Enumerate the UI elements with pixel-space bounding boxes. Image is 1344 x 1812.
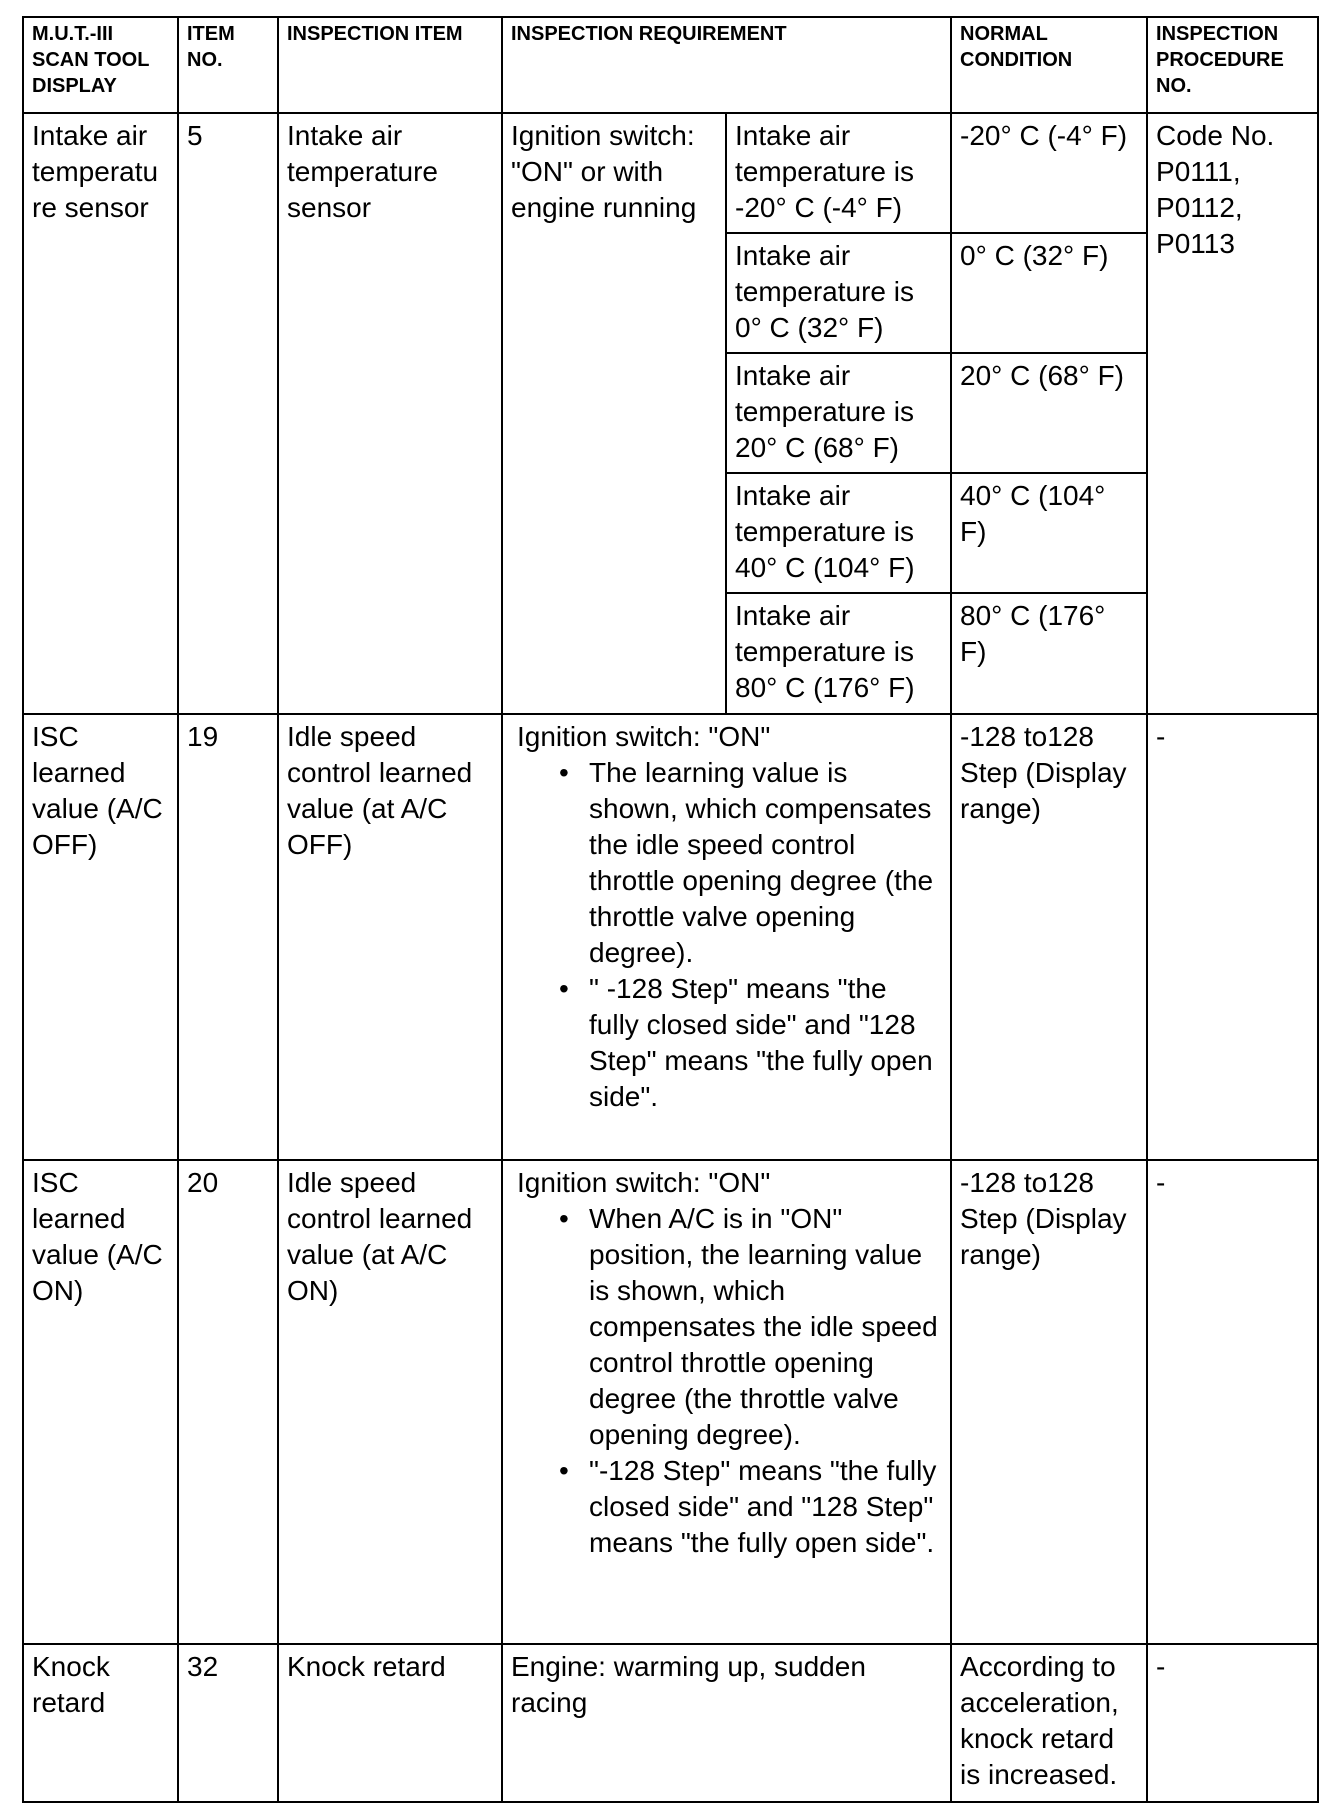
cell-display: Intake air temperatu re sensor [23,113,178,714]
cell-requirement [502,714,951,1160]
requirement-bullets [517,755,942,1115]
cell-inspection-item: Intake air temperature sensor [278,113,502,714]
header-inspection-requirement: INSPECTION REQUIREMENT [502,17,951,113]
cell-requirement: Ignition switch: "ON" or with engine running [502,113,726,714]
inspection-table [22,16,1319,1803]
cell-item-no: 20 [178,1160,278,1644]
table-row [23,113,1318,233]
header-row [23,17,1318,113]
cell-normal-condition: According to acceleration, knock retard is increased. [951,1644,1147,1802]
cell-procedure: - [1147,1160,1318,1644]
list-item: • When A/C is in "ON" position, the learning value is shown, which compensates the idle speed control throttle opening degree (the throttle valve opening degree). [589,1201,942,1453]
cell-procedure: - [1147,714,1318,1160]
cell-normal-condition: 20° C (68° F) [951,353,1147,473]
table-row [23,1644,1318,1802]
cell-display: ISC learned value (A/C OFF) [23,714,178,1160]
inspection-table-document [22,16,1319,1803]
cell-normal-condition: 0° C (32° F) [951,233,1147,353]
cell-requirement: Engine: warming up, sudden racing [502,1644,951,1802]
table-row [23,714,1318,1160]
table-row [23,1160,1318,1644]
cell-inspection-item: Idle speed control learned value (at A/C ON) [278,1160,502,1644]
cell-inspection-item: Idle speed control learned value (at A/C OFF) [278,714,502,1160]
cell-normal-condition: 80° C (176° F) [951,593,1147,714]
requirement-bullets [517,1201,942,1561]
cell-sub-requirement: Intake air temperature is 80° C (176° F) [726,593,951,714]
cell-sub-requirement: Intake air temperature is 20° C (68° F) [726,353,951,473]
header-normal-condition: NORMAL CONDITION [951,17,1147,113]
cell-normal-condition: -128 to128 Step (Display range) [951,1160,1147,1644]
header-procedure-no: INSPECTION PROCEDURE NO. [1147,17,1318,113]
cell-item-no: 5 [178,113,278,714]
header-inspection-item: INSPECTION ITEM [278,17,502,113]
list-item: • "-128 Step" means "the fully closed side" and "128 Step" means "the fully open side". [589,1453,942,1561]
list-item: • " -128 Step" means "the fully closed side" and "128 Step" means "the fully open side". [589,971,942,1115]
cell-display: Knock retard [23,1644,178,1802]
cell-sub-requirement: Intake air temperature is 40° C (104° F) [726,473,951,593]
header-item-no: ITEM NO. [178,17,278,113]
cell-sub-requirement: Intake air temperature is -20° C (-4° F) [726,113,951,233]
cell-inspection-item: Knock retard [278,1644,502,1802]
cell-item-no: 19 [178,714,278,1160]
cell-sub-requirement: Intake air temperature is 0° C (32° F) [726,233,951,353]
requirement-title: Ignition switch: "ON" [517,721,771,752]
cell-item-no: 32 [178,1644,278,1802]
list-item: • The learning value is shown, which compensates the idle speed control throttle opening degree (the throttle valve opening degree). [589,755,942,971]
cell-procedure: Code No. P0111, P0112, P0113 [1147,113,1318,714]
cell-procedure: - [1147,1644,1318,1802]
cell-requirement [502,1160,951,1644]
cell-display: ISC learned value (A/C ON) [23,1160,178,1644]
header-scan-tool-display: M.U.T.-III SCAN TOOL DISPLAY [23,17,178,113]
cell-normal-condition: -128 to128 Step (Display range) [951,714,1147,1160]
requirement-title: Ignition switch: "ON" [517,1167,771,1198]
cell-normal-condition: -20° C (-4° F) [951,113,1147,233]
cell-normal-condition: 40° C (104° F) [951,473,1147,593]
